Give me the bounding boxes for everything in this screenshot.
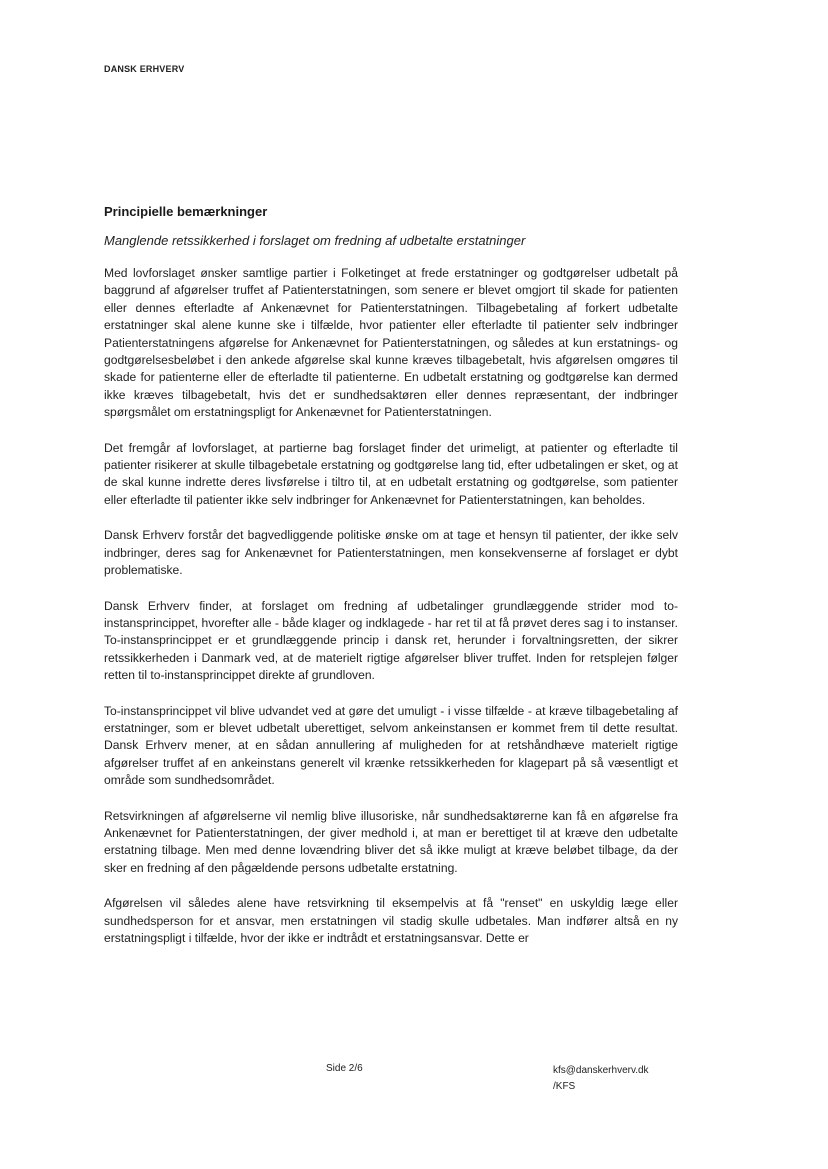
footer-contact xyxy=(553,1063,649,1095)
paragraph-2: Det fremgår af lovforslaget, at partierne bag forslaget finder det urimeligt, at patienter og efterladte til patienter risikerer at skulle tilbagebetale erstatning og godtgørelse lang tid, efter udbetalingen er sket, og at de skal kunne indrette deres livsførelse i tiltro til, at en udbetalt erstatning og godtgørelse, som patienter eller efterladte til patienter ikke selv indbringer for Ankenævnet for Patienterstatningen, kan beholdes. xyxy=(104,440,678,507)
paragraph-4: Dansk Erhverv finder, at forslaget om fredning af udbetalinger grundlæggende strider mod to-instansprincippet, hvorefter alle - både klager og indklagede - har ret til at få prøvet deres sag i to instanser. To-instansprincippet er et grundlæggende princip i dansk ret, herunder i forvaltningsretten, der sikrer retssikkerheden i Danmark ved, at de materielt rigtige afgørelser bliver truffet. Inden for retsplejen følger retten til to-instansprincippet direkte af grundloven. xyxy=(104,598,678,683)
paragraph-7: Afgørelsen vil således alene have retsvirkning til eksempelvis at få "renset" en uskyldig læge eller sundhedsperson for et ansvar, men erstatningen vil stadig skulle udbetales. Man indfører altså en ny erstatningspligt i tilfælde, hvor der ikke er indtrådt et erstatningsansvar. Dette er xyxy=(104,896,678,945)
section-heading: Principielle bemærkninger xyxy=(104,204,268,219)
paragraph-5: To-instansprincippet vil blive udvandet ved at gøre det umuligt - i visse tilfælde - at kræve tilbagebetaling af erstatninger, som er blevet udbetalt uberettiget, selvom ankeinstansen er kommet frem til dette resultat. Dansk Erhverv mener, at en sådan annullering af muligheden for at retshåndhæve materielt rigtige afgørelser truffet af en ankeinstans generelt vil krænke retssikkerheden for klagepart på så væsentligt et område som sundhedsområdet. xyxy=(104,703,678,788)
author-initials: /KFS xyxy=(553,1081,576,1092)
paragraph-3: Dansk Erhverv forstår det bagvedliggende politiske ønske om at tage et hensyn til patienter, der ikke selv indbringer, deres sag for Ankenævnet for Patienterstatningen, men konsekvenserne af forslaget er dybt problematiske. xyxy=(104,528,678,578)
contact-email: kfs@danskerhverv.dk xyxy=(553,1065,649,1076)
document-body xyxy=(104,204,678,965)
paragraph-6: Retsvirkningen af afgørelserne vil nemlig blive illusoriske, når sundhedsaktørerne kan få en afgørelse fra Ankenævnet for Patienterstatningen, der giver medhold i, at man er berettiget til at kræve den udbetalte erstatning tilbage. Men med denne lovændring bliver det så ikke muligt at kræve beløbet tilbage, da der sker en fredning af den pågældende persons udbetalte erstatning. xyxy=(104,808,678,875)
page-number: Side 2/6 xyxy=(326,1063,363,1074)
paragraph-1: Med lovforslaget ønsker samtlige partier i Folketinget at frede erstatninger og godtgørelser udbetalt på baggrund af afgørelser truffet af Patienterstatningen, som senere er blevet omgjort til skade for patienten eller dennes efterladte af Ankenævnet for Patienterstatningen. Tilbagebetaling af forkert udbetalte erstatninger skal alene kunne ske i tilfælde, hvor patienter eller efterladte til patienter selv indbringer Patienterstatningens afgørelse for Ankenævnet for Patienterstatningen, og således at kun erstatnings- og godtgørelsesbeløbet i den ankede afgørelse skal kunne kræves tilbagebetalt, hvis afgørelsen omgøres til skade for patienterne eller de efterladte til patienterne. En udbetalt erstatning og godtgørelse kan dermed ikke kræves tilbagebetalt, hvis det er sundhedsaktøren eller dennes repræsentant, der indbringer spørgsmålet om erstatningspligt for Ankenævnet for Patienterstatningen. xyxy=(104,266,678,420)
section-subheading: Manglende retssikkerhed i forslaget om fredning af udbetalte erstatninger xyxy=(104,233,526,248)
header-brand: DANSK ERHVERV xyxy=(104,64,185,74)
